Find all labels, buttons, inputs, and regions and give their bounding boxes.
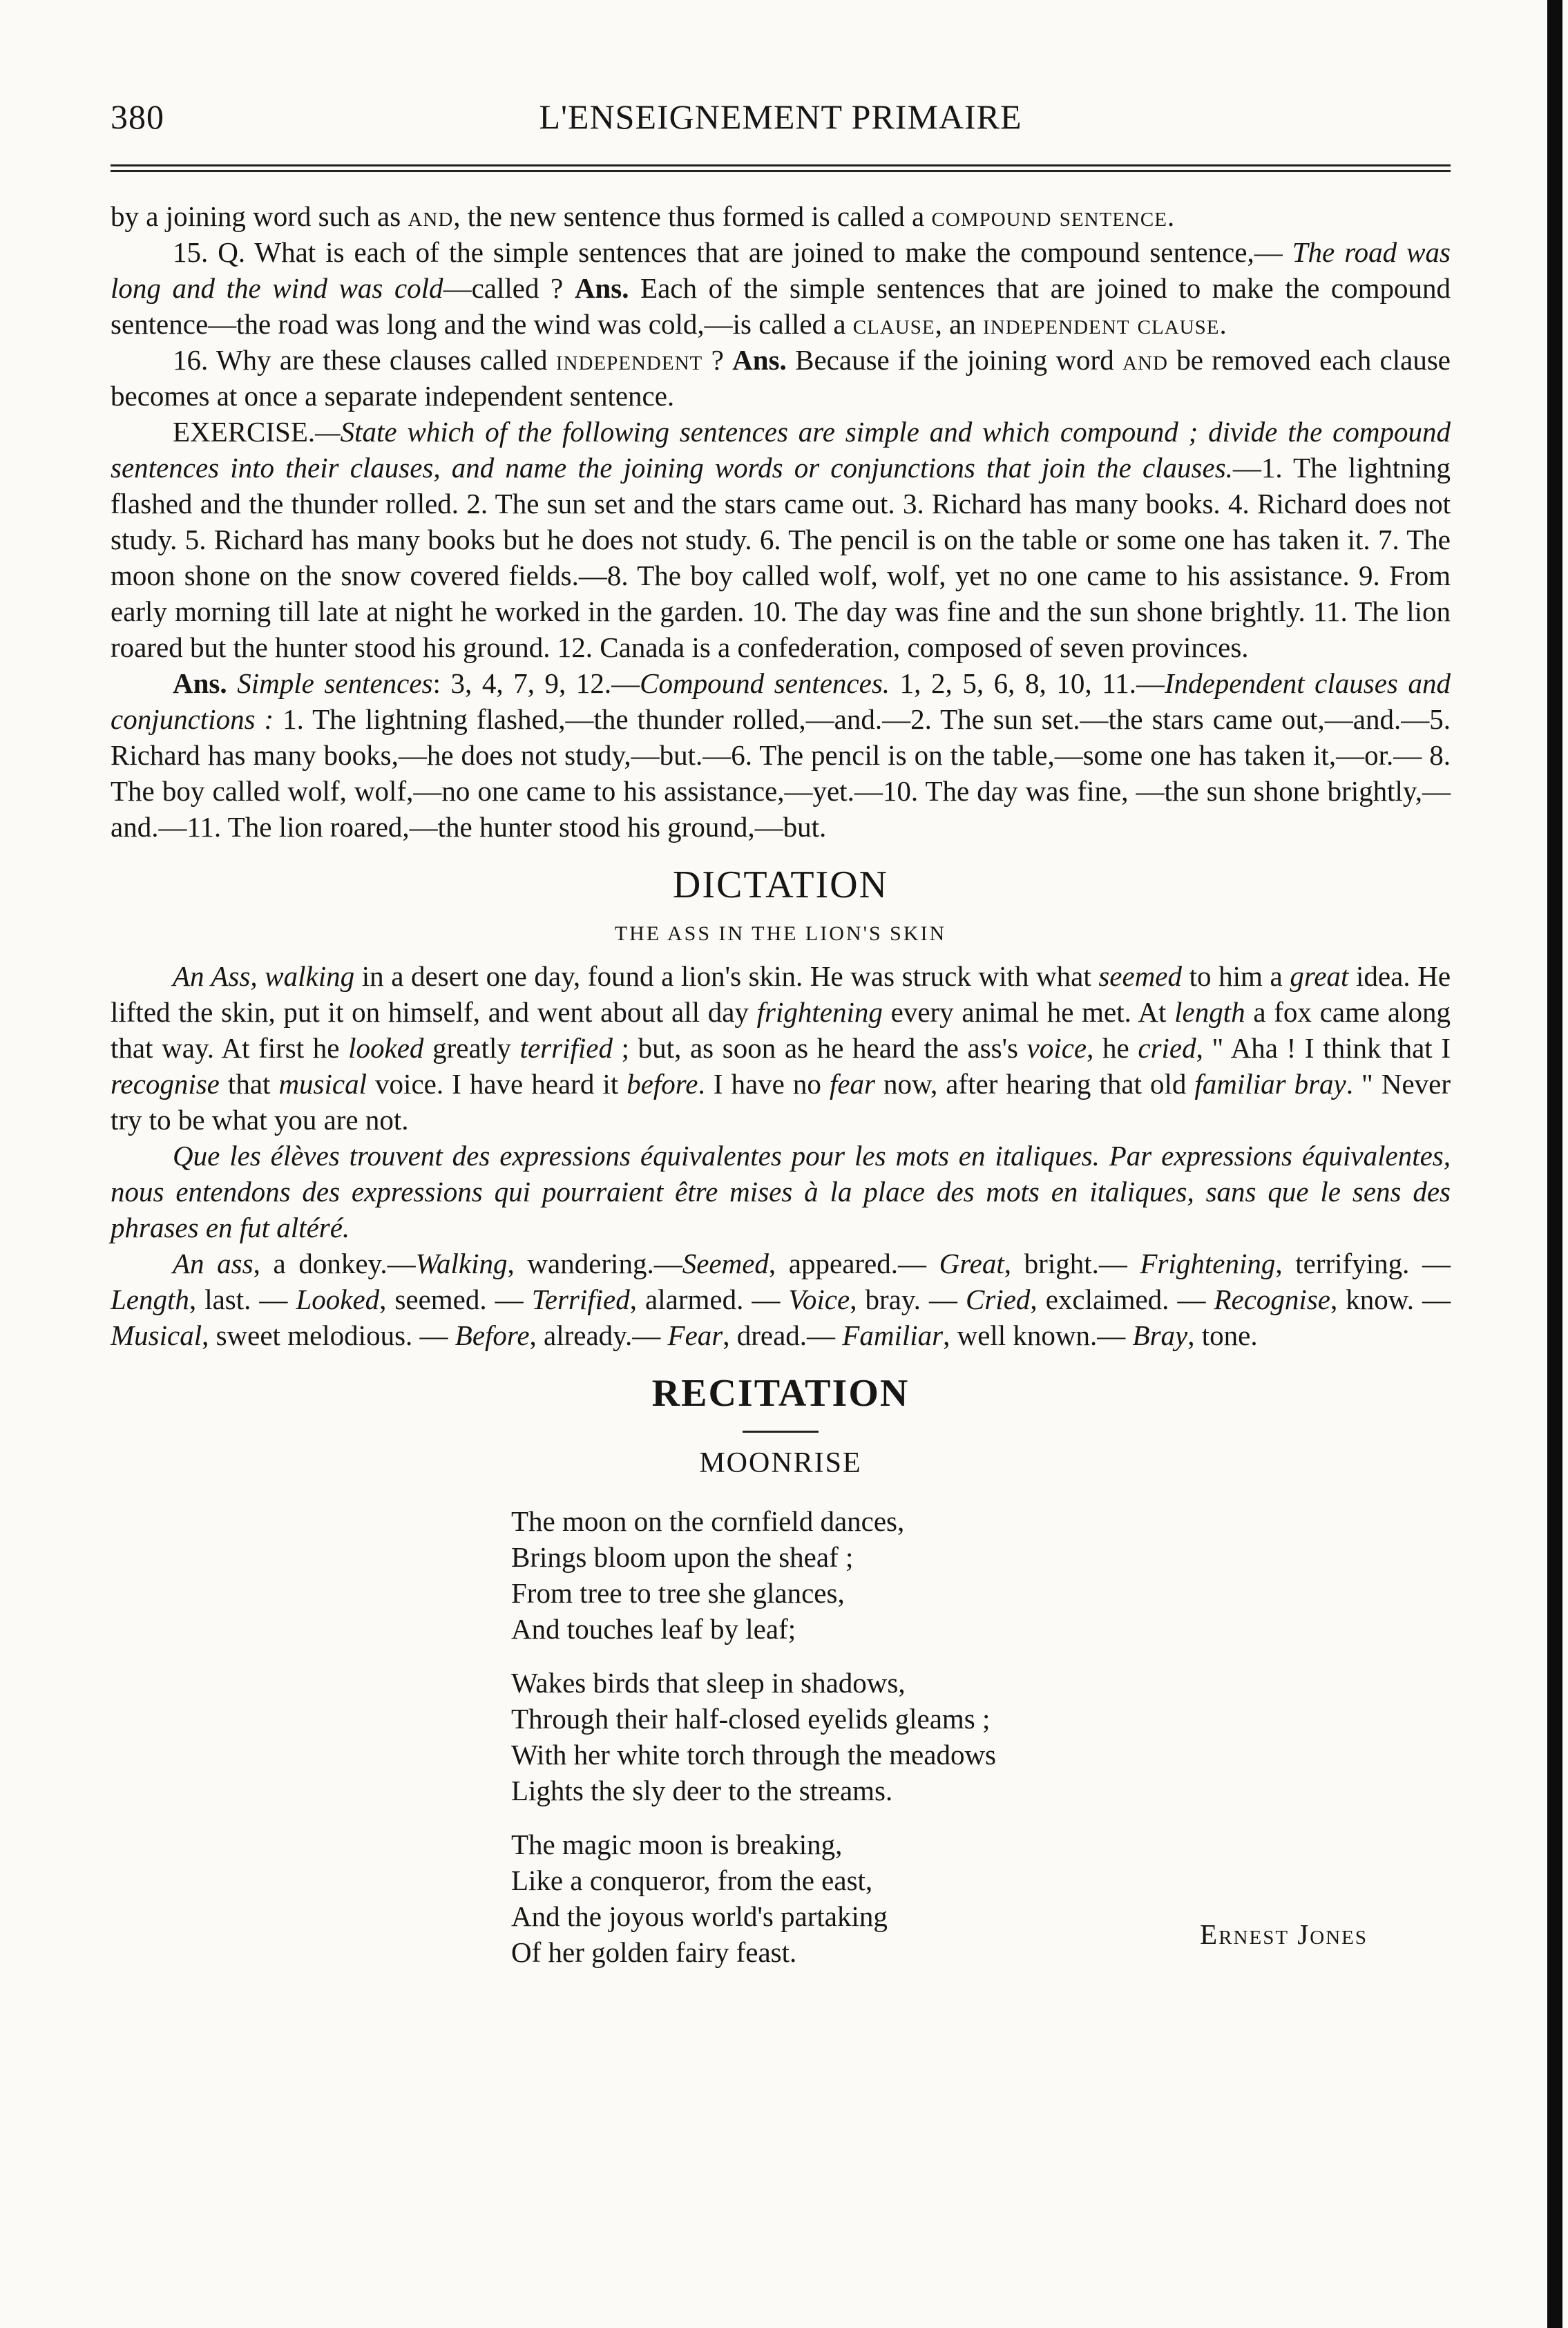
poem-line: Brings bloom upon the sheaf ; — [511, 1541, 854, 1573]
page-header — [111, 97, 1451, 152]
grammar-section — [111, 198, 1451, 845]
poem-title: MOONRISE — [699, 1447, 862, 1479]
poem-line: Lights the sly deer to the streams. — [511, 1775, 893, 1806]
page-edge-shadow — [1547, 0, 1562, 2328]
poem-author: Ernest Jones — [1200, 1918, 1368, 1950]
dictation-subtitle: THE ASS IN THE LION'S SKIN — [614, 922, 947, 945]
dictation-heading: DICTATION — [672, 864, 889, 906]
poem-line: Through their half-closed eyelids gleams ; — [511, 1703, 991, 1735]
page-number: 380 — [111, 97, 164, 136]
dictation-story: An Ass, walking in a desert one day, found a lion's skin. He was struck with what seemed to him a great idea. He lifted the skin, put it on himself, and went about all day frightening every animal he met. At length a fox came along that way. At first he looked greatly terrified ; but, as soon as he heard the ass's voice, he cried, " Aha ! I think that I recognise that musical voice. I have heard it before. I have no fear now, after hearing that old familiar bray. " Never try to be what you are not. — [111, 960, 1451, 1136]
poem-line: From tree to tree she glances, — [511, 1577, 845, 1609]
recitation-rule — [743, 1431, 819, 1433]
poem-line: And touches leaf by leaf; — [511, 1613, 796, 1645]
poem-line: And the joyous world's partaking — [511, 1900, 888, 1932]
dictation-instruction: Que les élèves trouvent des expressions équivalentes pour les mots en italiques. Par expressions équivalentes, nous entendons des expressions qui pourraient être mises à la place des mots en italiques, sans que le sens des phrases en fut altéré. — [111, 1140, 1451, 1243]
recitation-heading: RECITATION — [651, 1372, 910, 1415]
poem-line: The magic moon is breaking, — [511, 1829, 843, 1860]
paragraph-exercise-answers: Ans. Simple sentences: 3, 4, 7, 9, 12.—Compound sentences. 1, 2, 5, 6, 8, 10, 11.—Independent clauses and conjunctions : 1. The lightning flashed,—the thunder rolled,—and.—2. The sun set.—the stars came out,—and.—5. Richard has many books,—he does not study,—but.—6. The pencil is on the table,—some one has taken it,—or.— 8. The boy called wolf, wolf,—no one came to his assistance,—yet.—10. The day was fine, —the sun shone brightly,—and.—11. The lion roared,—the hunter stood his ground,—but. — [111, 667, 1451, 843]
dictation-answers: An ass, a donkey.—Walking, wandering.—Seemed, appeared.— Great, bright.— Frightening, terrifying. —Length, last. — Looked, seemed. — Terrified, alarmed. — Voice, bray. — Cried, exclaimed. — Recognise, know. — Musical, sweet melodious. — Before, already.— Fear, dread.— Familiar, well known.— Bray, tone. — [111, 1248, 1451, 1351]
poem-line: Wakes birds that sleep in shadows, — [511, 1667, 906, 1699]
poem-line: Like a conqueror, from the east, — [511, 1864, 873, 1896]
poem — [511, 1503, 1451, 1970]
poem-line: With her white torch through the meadows — [511, 1739, 997, 1771]
paragraph-exercise: EXERCISE.—State which of the following sentences are simple and which compound ; divide the compound sentences into their clauses, and name the joining words or conjunctions that join the clauses.—1. The lightning flashed and the thunder rolled. 2. The sun set and the stars came out. 3. Richard has many books. 4. Richard does not study. 5. Richard has many books but he does not study. 6. The pencil is on the table or some one has taken it. 7. The moon shone on the snow covered fields.—8. The boy called wolf, wolf, yet no one came to his assistance. 9. From early morning till late at night he worked in the garden. 10. The day was fine and the sun shone brightly. 11. The lion roared but the hunter stood his ground. 12. Canada is a confederation, composed of seven provinces. — [111, 416, 1451, 663]
book-page — [111, 97, 1451, 1988]
poem-stanza — [511, 1665, 1451, 1809]
poem-line: The moon on the cornfield dances, — [511, 1505, 905, 1537]
poem-stanza — [511, 1503, 1451, 1647]
poem-line: Of her golden fairy feast. — [511, 1936, 797, 1968]
dictation-section — [111, 958, 1451, 1353]
paragraph-compound-definition: by a joining word such as and, the new sentence thus formed is called a compound sentence. — [111, 200, 1175, 232]
header-double-rule — [111, 164, 1451, 172]
paragraph-question-16: 16. Why are these clauses called independent ? Ans. Because if the joining word and be removed each clause becomes at once a separate independent sentence. — [111, 344, 1451, 412]
running-title: L'ENSEIGNEMENT PRIMAIRE — [539, 97, 1022, 136]
paragraph-question-15: 15. Q. What is each of the simple sentences that are joined to make the compound sentence,— The road was long and the wind was cold—called ? Ans. Each of the simple sentences that are joined to make the compound sentence—the road was long and the wind was cold,—is called a clause, an independent clause. — [111, 236, 1451, 340]
